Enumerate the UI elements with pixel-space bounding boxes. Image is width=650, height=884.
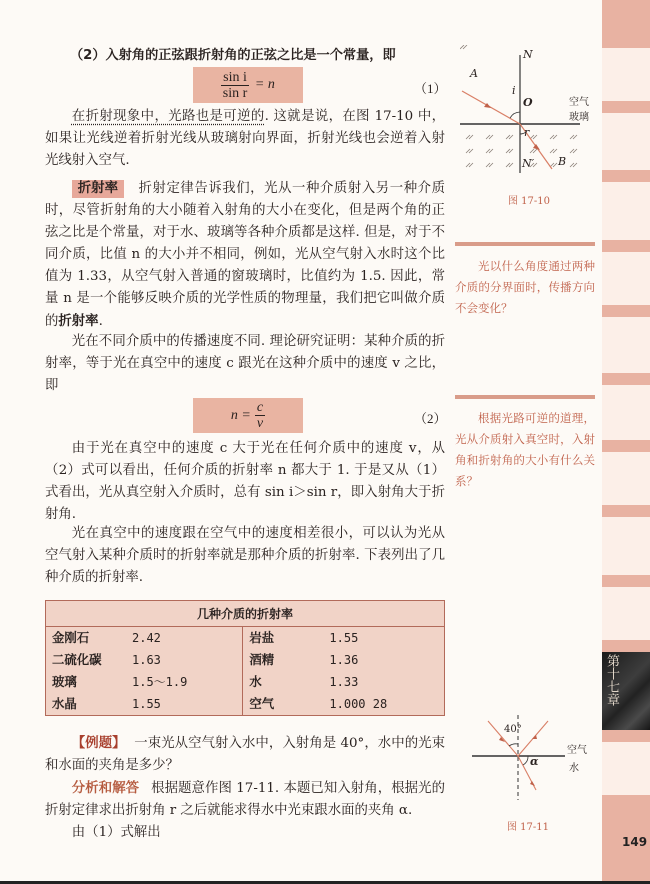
paragraph-text: 光在不同介质中的传播速度不同. 理论研究证明：某种介质的折射率，等于光在真空中的速度 c 跟光在这种介质中的速度 v 之比，即: [45, 334, 445, 393]
margin-stripe: [602, 730, 650, 742]
fig-label-glass: 玻璃: [569, 112, 589, 123]
index-value: 1.55: [132, 697, 161, 711]
formula-2-numerator: c: [256, 400, 264, 415]
medium-name: 金刚石: [52, 630, 90, 645]
solve-line: [45, 822, 445, 844]
example-label: 【例题】: [71, 736, 126, 751]
key-statement: 在折射现象中，光路也是可逆的: [71, 109, 265, 124]
hatch-glass-icon: [460, 45, 467, 49]
margin-stripe: [602, 640, 650, 652]
paragraph-air: [45, 523, 445, 589]
medium-name: 岩盐: [243, 627, 324, 650]
formula-2-box: [193, 398, 303, 433]
medium-name: 水晶: [52, 696, 77, 711]
margin-stripe: [602, 505, 650, 517]
fig-label-water: 水: [569, 763, 579, 774]
side-note-1: 光以什么角度通过两种介质的分界面时，传播方向不会变化？: [455, 259, 595, 315]
example-block: [45, 733, 445, 777]
fig-label-air: 空气: [567, 745, 587, 756]
fig-label-N-prime: N′: [522, 157, 535, 170]
fig-label-O: O: [523, 96, 533, 109]
margin-stripe: [602, 575, 650, 587]
formula-2-fraction: [255, 400, 265, 431]
note-2-rule: [455, 395, 595, 399]
paragraph-text: . 这就是说，在图 17-10 中，如果让光线逆着折射光线从玻璃射向界面，折射光线也会逆着入射光线射入空气.: [45, 109, 445, 168]
paragraph-text: 光在真空中的速度跟在空气中的速度相差很小，可以认为光从空气射入某种介质时的折射率就是那种介质的折射率. 下表列出了几种介质的折射率.: [45, 526, 445, 585]
formula-1-fraction: [221, 70, 249, 101]
index-value: 1.5～1.9: [132, 675, 188, 689]
paragraph-reversible: [45, 106, 445, 172]
margin-stripe: [602, 101, 650, 113]
figure-17-10-caption: 图 17-10: [508, 196, 551, 207]
equation-number-1: （1）: [414, 81, 447, 96]
index-value: 2.42: [132, 631, 161, 645]
fig-label-A: A: [470, 67, 478, 80]
medium-name: 酒精: [243, 649, 324, 671]
paragraph-end: .: [98, 314, 103, 329]
term-refractive-index: 折射率: [58, 313, 99, 329]
margin-stripe: [602, 0, 650, 48]
table-row: [46, 649, 445, 671]
fig-label-r: r: [524, 126, 530, 139]
margin-stripe: [602, 440, 650, 452]
analysis-block: [45, 778, 445, 822]
figure-17-11-caption: 图 17-11: [507, 822, 550, 833]
analysis-text: 根据题意作图 17-11. 本题已知入射角，根据光的折射定律求出折射角 r 之后就能求得水中光束跟水面的夹角 α.: [45, 781, 446, 818]
formula-2-lhs: n =: [230, 407, 251, 423]
medium-name: 二硫化碳: [52, 652, 102, 667]
paragraph-text: 折射定律告诉我们，光从一种介质射入另一种介质时，尽管折射角的大小随着入射角的大小在变化，但是两个角的正弦之比是个常量，对于水、玻璃等各种介质都是这样. 但是，对于不同介质，比值 n 的大小并不相同，例如，光从空气射入水时这个比值为 1.33，从空气射入普通的窗玻璃时，比值约为 1.5. 因此，常量 n 是一个能够反映介质的光学性质的物理量，我们把它叫做介质的: [45, 181, 445, 329]
medium-name: 水: [243, 671, 324, 693]
fig-label-N: N: [523, 48, 533, 61]
fig-label-B: B: [558, 155, 567, 168]
equation-number-2: （2）: [414, 411, 447, 426]
formula-1-rhs: = n: [254, 77, 275, 92]
fig-label-40-degrees: 40°: [504, 724, 522, 735]
table-row: [46, 627, 445, 650]
refractive-index-tag: 折射率: [72, 180, 124, 198]
table-row: [46, 671, 445, 693]
index-value: 1.000 28: [329, 697, 388, 711]
formula-1-numerator: sin i: [223, 69, 247, 85]
margin-stripe: [602, 373, 650, 385]
table-row: [46, 693, 445, 716]
formula-2-denominator: v: [256, 416, 264, 431]
medium-name: 玻璃: [52, 674, 77, 689]
margin-stripe: [602, 240, 650, 252]
arrow-icon: [532, 735, 537, 739]
margin-stripe: [602, 305, 650, 317]
chapter-label: 第十七章: [604, 654, 619, 706]
paragraph-text: 由于光在真空中的速度 c 大于光在任何介质中的速度 v，从（2）式可以看出，任何介质的折射率 n 都大于 1. 于是又从（1）式看出，光从真空射入介质时，总有 sin i＞sin r，即入射角大于折射角.: [45, 441, 445, 522]
solve-text: 由（1）式解出: [71, 825, 161, 840]
fig-label-air: 空气: [569, 97, 589, 108]
page-number: 149: [622, 835, 648, 849]
margin-strip: [602, 0, 650, 884]
refractive-index-table: [45, 600, 445, 716]
paragraph-greater: [45, 438, 445, 526]
chapter-tab: [602, 652, 650, 730]
fig-label-alpha: α: [530, 755, 539, 768]
example-text: 一束光从空气射入水中，入射角是 40°，水中的光束和水面的夹角是多少？: [45, 736, 445, 773]
paragraph-refractive-index: [45, 178, 445, 333]
formula-1-denominator: sin r: [222, 85, 248, 101]
medium-name: 空气: [243, 693, 324, 716]
index-value: 1.63: [132, 653, 161, 667]
index-value: 1.55: [329, 631, 359, 645]
side-note-2: 根据光路可逆的道理，光从介质射入真空时，入射角和折射角的大小有什么关系？: [455, 411, 595, 488]
margin-stripe: [602, 170, 650, 182]
fig-label-i: i: [512, 84, 516, 97]
arrow-icon: [530, 781, 535, 786]
paragraph-speed: [45, 331, 445, 397]
table-title: 几种介质的折射率: [46, 601, 445, 627]
rule-2-heading: （2）入射角的正弦跟折射角的正弦之比是一个常量，即: [70, 48, 396, 63]
analysis-label: 分析和解答: [71, 781, 140, 796]
index-value: 1.33: [329, 675, 359, 689]
formula-1-box: [193, 67, 303, 103]
note-1-rule: [455, 242, 595, 246]
index-value: 1.36: [329, 653, 359, 667]
